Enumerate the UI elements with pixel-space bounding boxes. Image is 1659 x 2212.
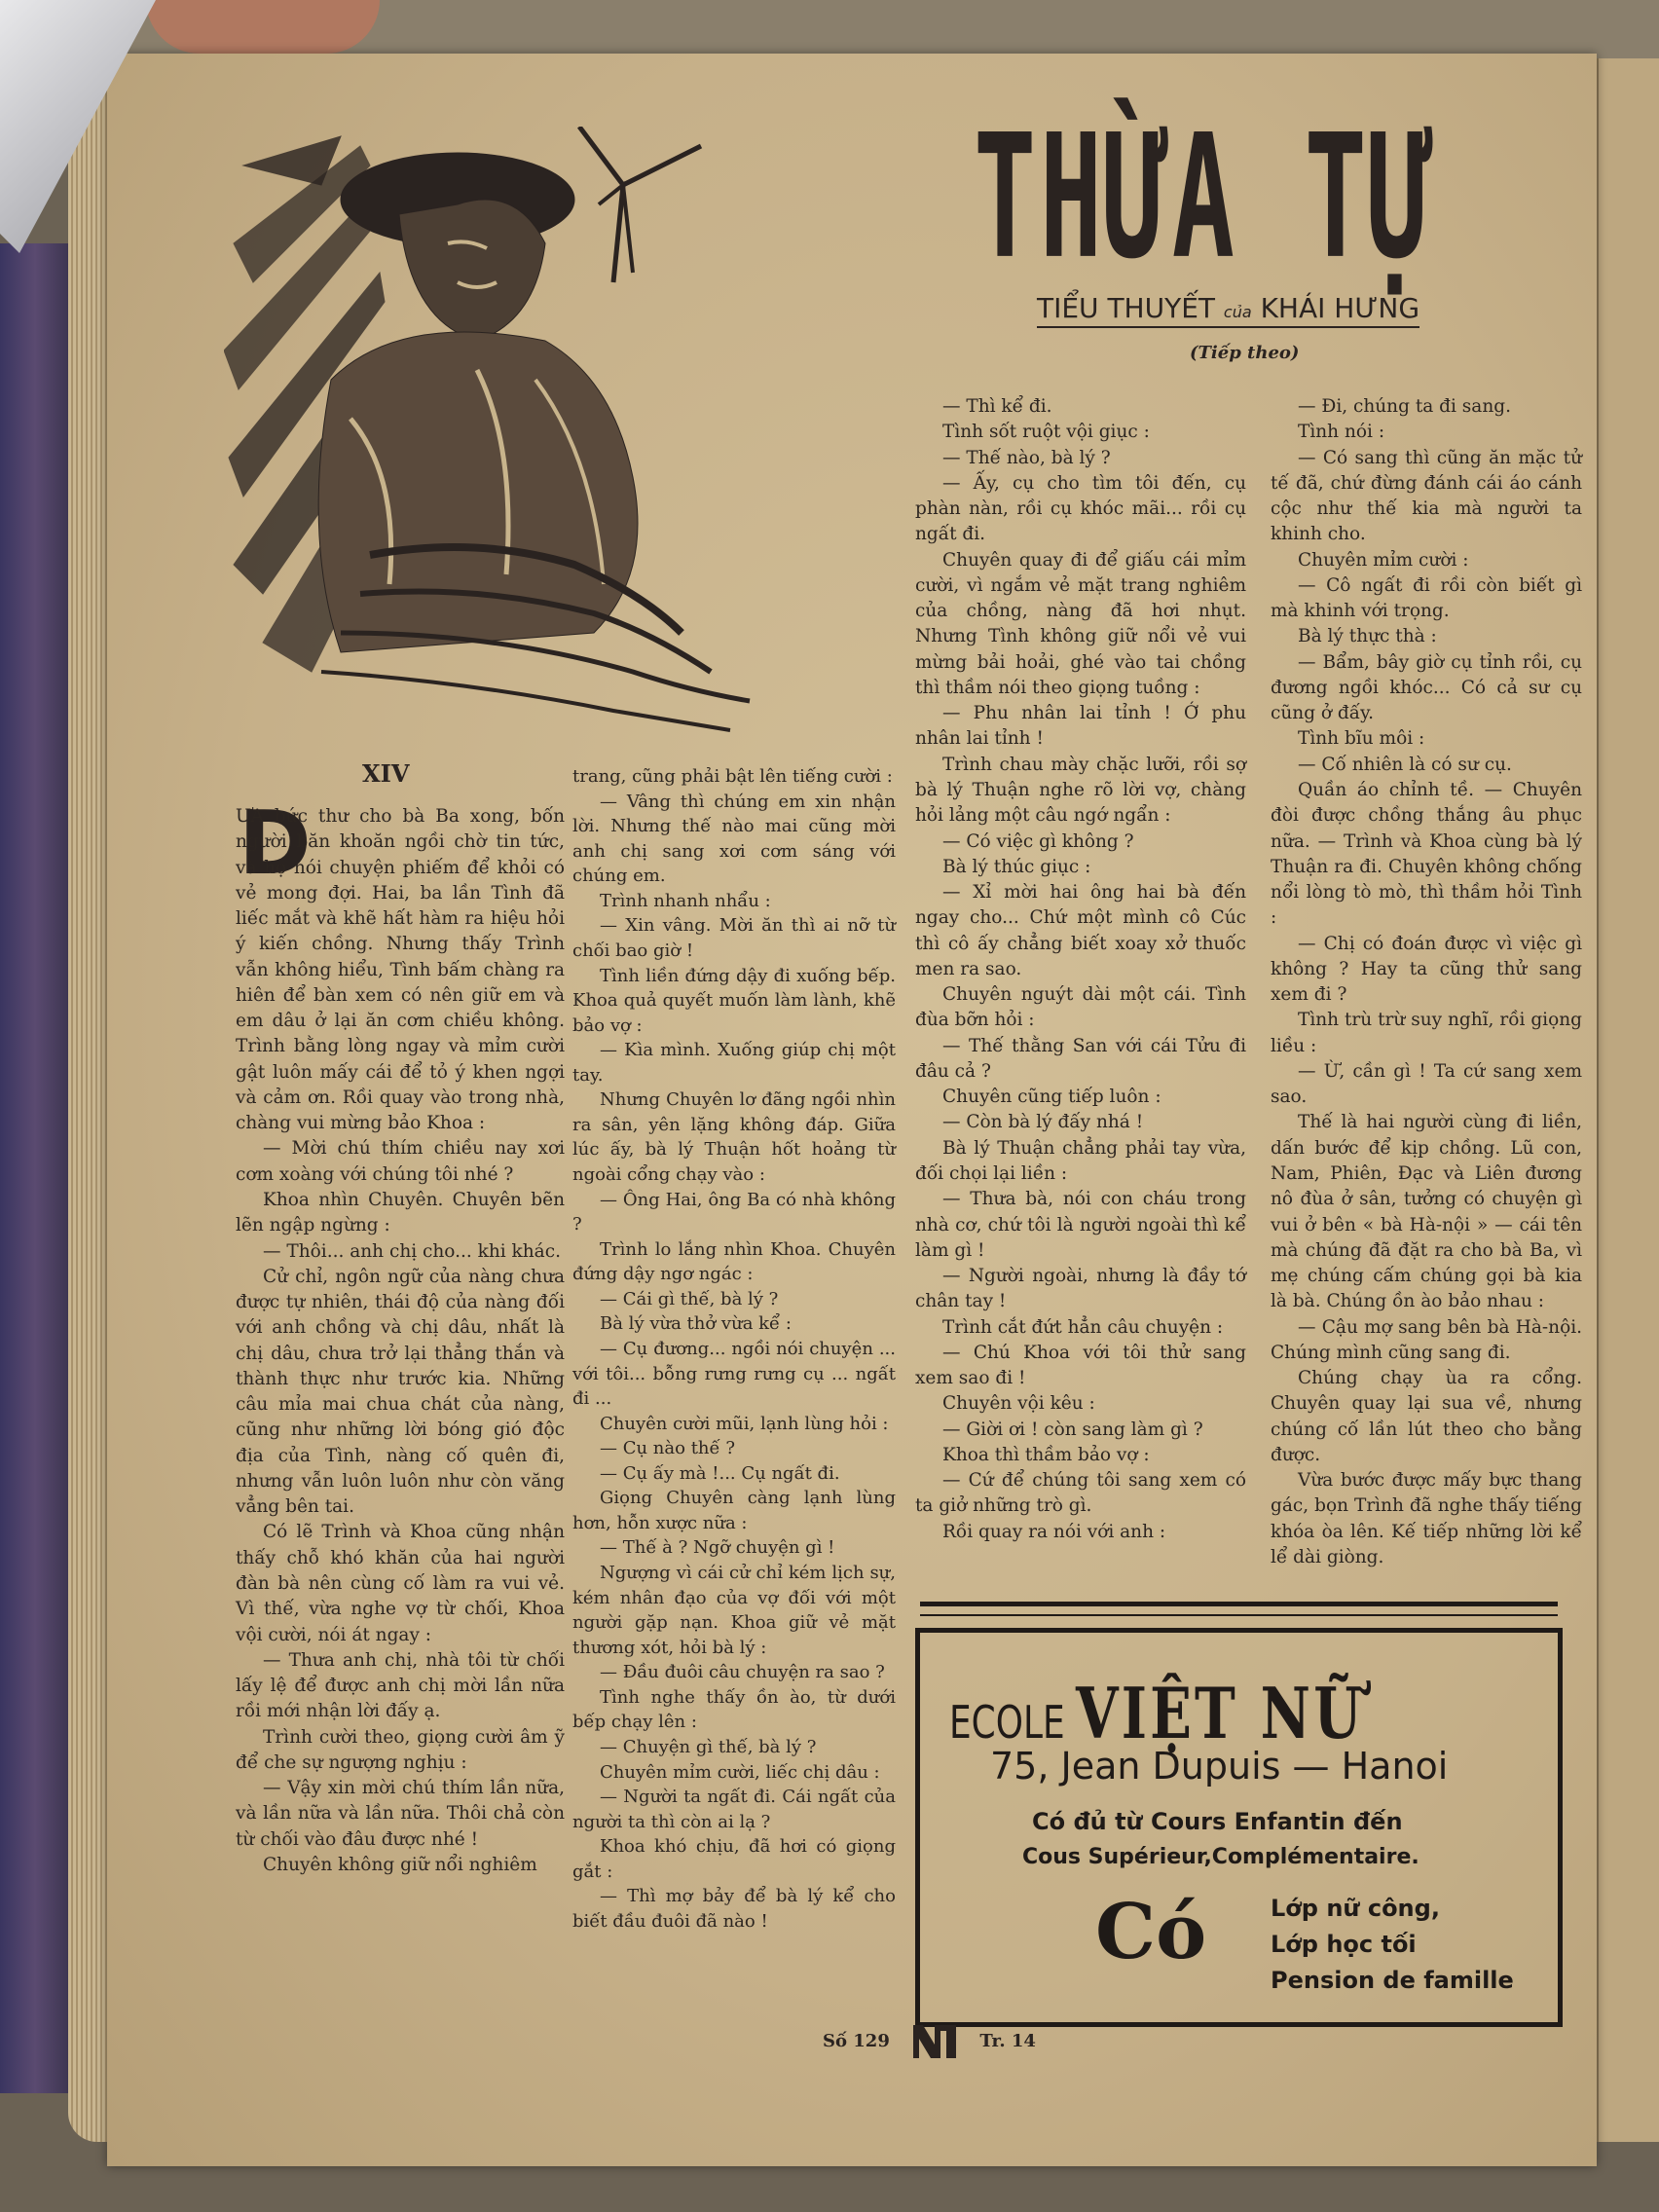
paragraph: — Xin vâng. Mời ăn thì ai nỡ từ chối bao giờ ! <box>572 915 896 961</box>
ad-co: Có <box>1095 1888 1207 1976</box>
paragraph: Có lẽ Trình và Khoa cũng nhận thấy chỗ khó khăn của hai người đàn bà nên cùng cố làm ra vui vẻ. Vì thế, vừa nghe vợ từ chối, Khoa vội cười, nói át ngay : <box>236 1522 565 1645</box>
paragraph: trang, cũng phải bật lên tiếng cười : <box>572 766 893 787</box>
ad-rule <box>920 1602 1558 1616</box>
paragraph: — Người ngoài, nhưng là đầy tớ chân tay ! <box>915 1266 1246 1312</box>
paragraph: Chuyên không giữ nổi nghiêm <box>263 1854 537 1875</box>
paragraph: Cử chỉ, ngôn ngữ của nàng chưa được tự nhiên, thái độ của nàng đối với anh chồng và chị dâu, nhất là chị dâu, chưa trở lại thẳng thắn và thành thực như trước kia. Những câu mỉa mai chua chát của nàng, cũng như những lời bóng gió độc địa của Tình, nàng cố quên đi, nhưng vẫn luôn luôn như còn văng vẳng bên tai. <box>236 1266 565 1518</box>
paragraph: Tình liền đứng dậy đi xuống bếp. Khoa quả quyết muốn làm lành, khẽ bảo vợ : <box>572 965 896 1036</box>
text-column-3 <box>915 394 1246 1545</box>
ad-line-2: Cous Supérieur,Complémentaire. <box>1022 1845 1419 1869</box>
drop-cap: D <box>239 793 312 895</box>
paragraph: Tình bĩu môi : <box>1298 728 1425 750</box>
paragraph: — Thưa bà, nói con cháu trong nhà cơ, chứ tôi là người ngoài thì kể làm gì ! <box>915 1189 1246 1261</box>
paragraph: — Thôi... anh chị cho... khi khác. <box>263 1240 561 1262</box>
magazine-logo-icon <box>911 2023 958 2060</box>
paragraph: — Chuyện gì thế, bà lý ? <box>600 1736 817 1757</box>
paragraph: Khoa nhìn Chuyên. Chuyên bẽn lẽn ngập ngừng : <box>236 1189 565 1236</box>
paragraph: Tình sốt ruột vội giục : <box>942 422 1150 443</box>
ad-list-item: Lớp nữ công, <box>1271 1895 1440 1922</box>
paragraph: Trình cười theo, giọng cười âm ỹ để che sự ngượng nghịu : <box>236 1726 565 1773</box>
paragraph: Trình nhanh nhẩu : <box>600 890 771 911</box>
paragraph: — Cái gì thế, bà lý ? <box>600 1288 779 1309</box>
paragraph: Khoa thì thầm bảo vợ : <box>942 1444 1150 1465</box>
paragraph: — Đầu đuôi câu chuyện ra sao ? <box>600 1662 885 1683</box>
paragraph: Trình chau mày chặc lưỡi, rồi sợ bà lý Thuận nghe rõ lời vợ, chàng hỏi lảng một câu ngớ ngẩn : <box>915 754 1246 827</box>
ad-brand: VIỆT NỮ <box>1076 1672 1365 1754</box>
paragraph: — Có việc gì không ? <box>942 830 1134 852</box>
paragraph: — Cụ ấy mà !... Cụ ngất đi. <box>600 1462 840 1484</box>
next-page-edge <box>1597 58 1659 2142</box>
paragraph: Tình nghe thấy ồn ào, từ dưới bếp chạy lên : <box>572 1686 896 1733</box>
paragraph: — Cô ngất đi rồi còn biết gì mà khinh với trọng. <box>1271 574 1582 622</box>
paragraph: — Cậu mợ sang bên bà Hà-nội. Chúng mình cũng sang đi. <box>1271 1316 1582 1363</box>
ad-school-name <box>949 1672 1364 1754</box>
advertisement-box <box>915 1628 1563 2027</box>
text-column-2 <box>572 764 896 1934</box>
paragraph: — Ấy, cụ cho tìm tôi đến, cụ phàn nàn, rồi cụ khóc mãi... rồi cụ ngất đi. <box>915 472 1246 545</box>
paragraph: — Mời chú thím chiều nay xơi cơm xoàng với chúng tôi nhé ? <box>236 1138 565 1185</box>
paragraph: Trình lo lắng nhìn Khoa. Chuyên đứng dậy ngơ ngác : <box>572 1238 896 1285</box>
paragraph: Chuyên mỉm cười, liếc chị dâu : <box>600 1761 880 1783</box>
paragraph: Bà lý Thuận chẳng phải tay vừa, đối chọi lại liền : <box>915 1137 1246 1184</box>
issue-number: Số 129 <box>823 2031 890 2051</box>
ad-list-item: Lớp học tối <box>1271 1931 1417 1958</box>
paragraph: — Bẩm, bây giờ cụ tỉnh rồi, cụ đương ngồi khóc... Có cả sư cụ cũng ở đấy. <box>1271 651 1582 724</box>
paragraph: Chuyên cũng tiếp luôn : <box>942 1087 1161 1108</box>
paragraph: — Ông Hai, ông Ba có nhà không ? <box>572 1189 896 1235</box>
page-footer <box>823 2023 1036 2060</box>
paragraph: — Cố nhiên là có sư cụ. <box>1298 754 1512 775</box>
paragraph: Quần áo chỉnh tề. — Chuyên đòi được chồng thắng âu phục nữa. — Trình và Khoa cùng bà lý Thuận ra đi. Chuyên không chống nổi lòng tò mò, thì thầm hỏi Tình : <box>1271 779 1582 929</box>
paragraph: Bà lý thúc giục : <box>942 856 1091 877</box>
paragraph: — Vậy xin mời chú thím lần nữa, và lần nữa và lần nữa. Thôi chả còn từ chối vào đâu được nhé ! <box>236 1778 565 1850</box>
paragraph: Chuyên quay đi để giấu cái mỉm cười, vì ngắm vẻ mặt trang nghiêm của chồng, nàng đã hơi nhụt. Nhưng Tình không giữ nổi vẻ vui mừng bải hoải, ghé vào tai chồng thì thầm nói theo giọng tuồng : <box>915 549 1246 698</box>
paragraph: Chuyên cười mũi, lạnh lùng hỏi : <box>600 1413 889 1434</box>
paragraph: — Phu nhân lai tỉnh ! Ớ phu nhân lai tỉnh ! <box>915 703 1246 750</box>
paragraph: — Chị có đoán được vì việc gì không ? Hay ta cũng thử sang xem đi ? <box>1271 933 1582 1006</box>
paragraph: Chúng chạy ùa ra cổng. Chuyên quay lại sua về, nhưng chúng cố lần lút theo cho bằng được. <box>1271 1368 1582 1465</box>
hand <box>146 0 380 54</box>
paragraph: Nhưng Chuyên lơ đãng ngồi nhìn ra sân, yên lặng không đáp. Giữa lúc ấy, bà lý Thuận hốt hoảng từ ngoài cổng chạy vào : <box>572 1089 896 1185</box>
paragraph: — Thưa anh chị, nhà tôi từ chối lấy lệ để được anh chị mời lần nữa rồi mới nhận lời đấy ạ. <box>236 1649 565 1722</box>
paragraph: — Giời ơi ! còn sang làm gì ? <box>942 1419 1203 1440</box>
ad-ecole: ECOLE <box>949 1696 1065 1749</box>
paragraph: — Có sang thì cũng ăn mặc tử tế đã, chứ đừng đánh cái áo cánh cộc như thế kia mà người ta khinh cho. <box>1271 447 1582 545</box>
ad-line-1: Có đủ từ Cours Enfantin đến <box>1032 1808 1403 1835</box>
paragraph: — Đi, chúng ta đi sang. <box>1298 396 1511 417</box>
paragraph: — Thì kể đi. <box>942 396 1052 417</box>
page-number: Tr. 14 <box>979 2031 1036 2051</box>
byline-genre: TIỂU THUYẾT <box>1037 292 1215 324</box>
paragraph: Giọng Chuyên càng lạnh lùng hơn, hỗn xược nữa : <box>572 1488 896 1533</box>
ad-list <box>1271 1891 1514 1999</box>
continued-label: (Tiếp theo) <box>1190 343 1300 363</box>
ad-list-item: Pension de famille <box>1271 1967 1514 1994</box>
paragraph: Chuyên nguýt dài một cái. Tình đùa bỡn hỏi : <box>915 984 1246 1031</box>
paragraph: — Cụ đương... ngồi nói chuyện ... với tôi... bỗng rưng rưng cụ ... ngất đi ... <box>572 1338 896 1410</box>
paragraph: — Xỉ mời hai ông hai bà đến ngay cho... Chứ một mình cô Cúc thì cô ấy chẳng biết xoay xở thuốc men ra sao. <box>915 882 1246 979</box>
byline <box>1037 292 1419 328</box>
paragraph: ƯA bức thư cho bà Ba xong, bốn người băn khoăn ngồi chờ tin tức, và họ nói chuyện phiếm để khỏi có vẻ mong đợi. Hai, ba lần Tình đã liếc mắt và khẽ hất hàm ra hiệu hỏi ý kiến chồng. Nhưng thấy Trình vẫn không hiểu, Tình bấm chàng ra hiên để bàn xem có nên giữ em và em dâu ở lại ăn cơm chiều không. Trình bằng lòng ngay và mỉm cười gật luôn mấy cái để tỏ ý khen ngợi và cảm ơn. Rồi quay vào trong nhà, chàng vui mừng bảo Khoa : <box>236 806 565 1134</box>
paragraph: Bà lý vừa thở vừa kể : <box>600 1313 792 1335</box>
paragraph: — Thế thằng San với cái Tửu đi đâu cả ? <box>915 1035 1246 1082</box>
paragraph: — Thì mợ bảy để bà lý kể cho biết đầu đuôi đã nào ! <box>572 1886 896 1932</box>
paragraph: Rồi quay ra nói với anh : <box>942 1521 1166 1542</box>
paragraph: — Cứ để chúng tôi sang xem có ta giở những trò gì. <box>915 1470 1246 1517</box>
paragraph: Chuyên vội kêu : <box>942 1393 1095 1415</box>
paragraph: — Còn bà lý đấy nhá ! <box>942 1112 1144 1133</box>
paragraph: — Chú Khoa với tôi thử sang xem sao đi ! <box>915 1342 1246 1389</box>
paragraph: — Thế à ? Ngỡ chuyện gì ! <box>600 1537 835 1559</box>
ad-address: 75, Jean Dupuis — Hanoi <box>990 1745 1449 1788</box>
page-title: THỪA TỰ <box>974 96 1437 297</box>
byline-of: của <box>1223 303 1252 321</box>
paragraph: — Ừ, cần gì ! Ta cứ sang xem sao. <box>1271 1060 1582 1108</box>
paragraph: Thế là hai người cùng đi liền, dấn bước để kịp chồng. Lũ con, Nam, Phiên, Đạc và Liên đương nô đùa ở sân, tưởng có chuyện gì vui ở bên « bà Hà-nội » — cái tên mà chúng đã đặt ra cho bà Ba, vì mẹ chúng cấm chúng gọi bà kia là bà. Chúng ồn ào bảo nhau : <box>1271 1112 1582 1312</box>
paragraph: Tình trù trừ suy nghĩ, rồi giọng liều : <box>1271 1010 1582 1056</box>
paragraph: Vừa bước được mấy bực thang gác, bọn Trình đã nghe thấy tiếng khóa òa lên. Kế tiếp những lời kể lể dài giòng. <box>1271 1470 1582 1567</box>
paragraph: Ngượng vì cái cử chỉ kém lịch sự, kém nhân đạo của vợ đối với một người gặp nạn. Khoa giữ vẻ mặt thương xót, hỏi bà lý : <box>572 1563 896 1658</box>
paragraph: — Vâng thì chúng em xin nhận lời. Nhưng thế nào mai cũng mời anh chị sang xơi cơm sáng với chúng em. <box>572 791 896 887</box>
text-column-1 <box>236 804 565 1878</box>
chapter-number: XIV <box>362 759 410 788</box>
paragraph: Khoa khó chịu, đã hơi có giọng gắt : <box>572 1836 896 1882</box>
paragraph: — Người ta ngất đi. Cái ngất của người ta thì còn ai lạ ? <box>572 1787 896 1832</box>
text-column-4 <box>1271 394 1582 1570</box>
paragraph: Bà lý thực thà : <box>1298 626 1437 647</box>
paragraph: — Cụ nào thế ? <box>600 1438 735 1459</box>
paragraph: Trình cắt đứt hẳn câu chuyện : <box>942 1316 1224 1338</box>
paragraph: — Kìa mình. Xuống giúp chị một tay. <box>572 1040 896 1086</box>
paragraph: Tình nói : <box>1298 422 1385 443</box>
paragraph: Chuyên mỉm cười : <box>1298 549 1469 571</box>
byline-author: KHÁI HƯNG <box>1260 292 1420 324</box>
paragraph: — Thế nào, bà lý ? <box>942 447 1111 468</box>
woodcut-illustration <box>224 127 769 740</box>
